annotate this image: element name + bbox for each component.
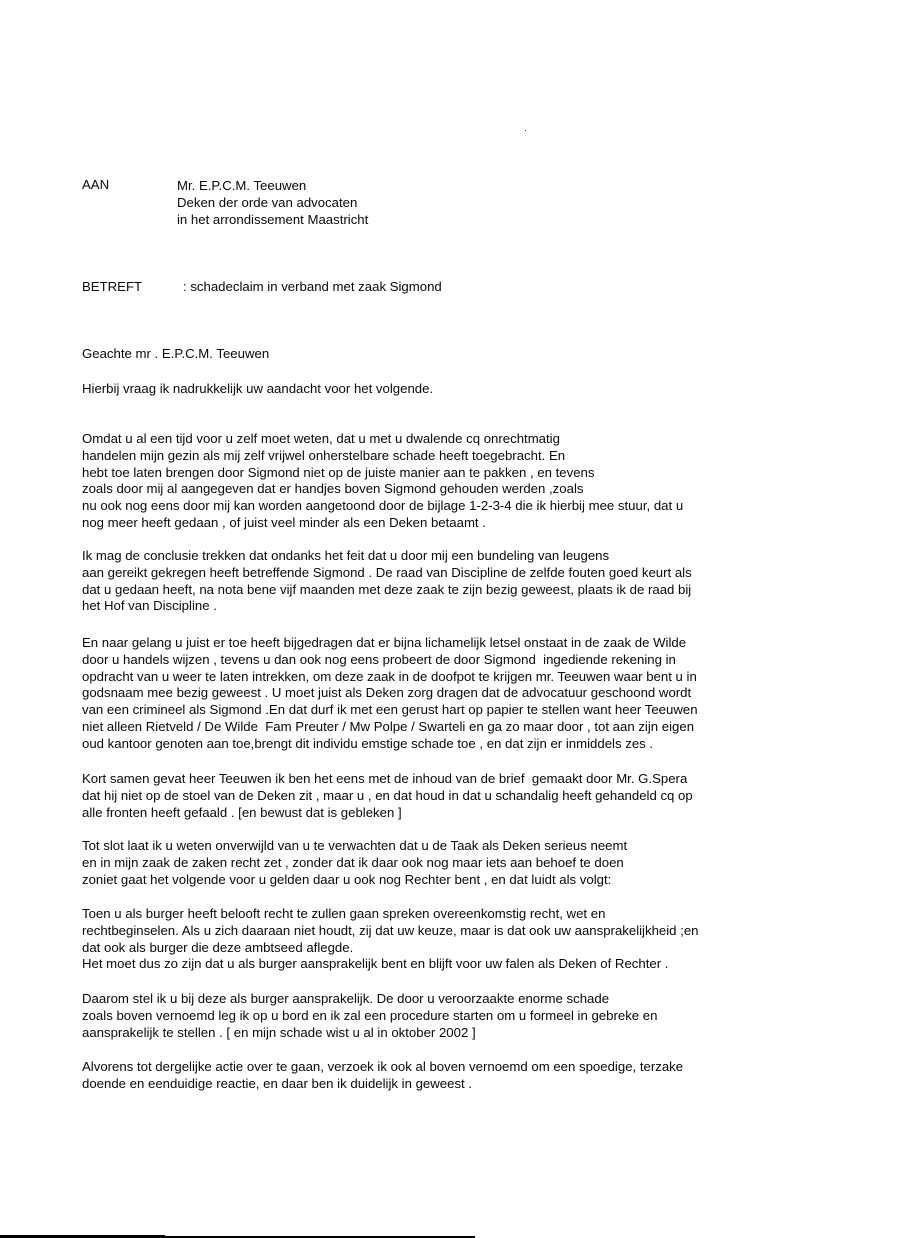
- body-line: van een crimineel als Sigmond .En dat durf ik met een gerust hart op papier te stellen want heer Teeuwen: [82, 702, 698, 718]
- body-line: en in mijn zaak de zaken recht zet , zonder dat ik daar ook nog maar iets aan behoef te doen: [82, 854, 624, 870]
- paragraph-6: [82, 906, 699, 973]
- body-line: opdracht van u weer te laten intrekken, om deze zaak in de doofpot te krijgen mr. Teeuwen waar bent u in: [82, 668, 697, 684]
- recipient-line: Mr. E.P.C.M. Teeuwen: [177, 178, 307, 193]
- salutation: [82, 346, 269, 363]
- body-line: nog meer heeft gedaan , of juist veel minder als een Deken betaamt .: [82, 514, 486, 530]
- intro-text: Hierbij vraag ik nadrukkelijk uw aandacht voor het volgende.: [82, 381, 434, 396]
- paragraph-1: [82, 431, 683, 532]
- body-line: rechtbeginselen. Als u zich daaraan niet houdt, zij dat uw keuze, maar is dat ook uw aansprakelijkheid ;en: [82, 922, 699, 938]
- body-line: Ik mag de conclusie trekken dat ondanks het feit dat u door mij een bundeling van leugens: [82, 548, 610, 563]
- paragraph-2: [82, 548, 692, 615]
- body-line: aan gereikt gekregen heeft betreffende Sigmond . De raad van Discipline de zelfde fouten goed keurt als: [82, 564, 692, 580]
- body-line: dat hij niet op de stoel van de Deken zit , maar u , en dat houd in dat u schandalig heeft gehandeld cq op: [82, 787, 693, 803]
- body-line: het Hof van Discipline .: [82, 598, 217, 614]
- scan-speck: [525, 130, 526, 131]
- paragraph-8: [82, 1059, 683, 1093]
- body-line: zoniet gaat het volgende voor u gelden daar u ook nog Rechter bent , en dat luidt als volgt:: [82, 871, 612, 887]
- body-line: niet alleen Rietveld / De Wilde Fam Preuter / Mw Polpe / Swarteli en ga zo maar door , tot aan zijn eigen: [82, 718, 695, 734]
- body-line: alle fronten heeft gefaald . [en bewust dat is gebleken ]: [82, 804, 402, 820]
- body-line: aansprakelijk te stellen . [ en mijn schade wist u al in oktober 2002 ]: [82, 1024, 476, 1040]
- recipient-line: in het arrondissement Maastricht: [177, 212, 369, 227]
- body-line: oud kantoor genoten aan toe,brengt dit individu emstige schade toe , en dat zijn er inmiddels zes .: [82, 735, 654, 751]
- body-line: Alvorens tot dergelijke actie over te gaan, verzoek ik ook al boven vernoemd om een spoedige, terzake: [82, 1059, 684, 1074]
- recipient-line: Deken der orde van advocaten: [177, 195, 358, 210]
- body-line: nu ook nog eens door mij kan worden aangetoond door de bijlage 1-2-3-4 die ik hierbij mee stuur, dat u: [82, 498, 684, 514]
- body-line: Tot slot laat ik u weten onverwijld van u te verwachten dat u de Taak als Deken serieus neemt: [82, 838, 628, 853]
- body-line: Kort samen gevat heer Teeuwen ik ben het eens met de inhoud van de brief gemaakt door Mr. G.Spera: [82, 771, 688, 786]
- salutation-text: Geachte mr . E.P.C.M. Teeuwen: [82, 346, 270, 361]
- recipient-address: [177, 177, 368, 228]
- body-line: dat ook als burger die deze ambtseed aflegde.: [82, 939, 354, 955]
- body-line: door u handels wijzen , tevens u dan ook nog eens probeert de door Sigmond ingediende rekening in: [82, 651, 676, 667]
- paragraph-4: [82, 771, 693, 821]
- subject-text: : schadeclaim in verband met zaak Sigmond: [183, 279, 442, 294]
- body-line: dat u gedaan heeft, na nota bene vijf maanden met deze zaak te zijn bezig geweest, plaats ik de raad bij: [82, 581, 692, 597]
- body-line: Omdat u al een tijd voor u zelf moet weten, dat u met u dwalende cq onrechtmatig: [82, 431, 560, 446]
- body-line: hebt toe laten brengen door Sigmond niet op de juiste manier aan te pakken , en tevens: [82, 464, 595, 480]
- subject-label: BETREFT: [82, 279, 143, 294]
- body-line: Daarom stel ik u bij deze als burger aansprakelijk. De door u veroorzaakte enorme schade: [82, 991, 610, 1006]
- paragraph-7: [82, 991, 657, 1041]
- intro: [82, 381, 433, 398]
- paragraph-3: [82, 635, 698, 753]
- body-line: handelen mijn gezin als mij zelf vrijwel onherstelbare schade heeft toegebracht. En: [82, 447, 566, 463]
- body-line: zoals boven vernoemd leg ik op u bord en ik zal een procedure starten om u formeel in gebreke en: [82, 1007, 658, 1023]
- body-line: godsnaam mee bezig geweest . U moet juist als Deken zorg dragen dat de advocatuur geschoond wordt: [82, 685, 692, 701]
- paragraph-5: [82, 838, 627, 888]
- body-line: Het moet dus zo zijn dat u als burger aansprakelijk bent en blijft voor uw falen als Deken of Rechter .: [82, 956, 669, 972]
- to-label: AAN: [82, 177, 110, 192]
- body-line: doende en eenduidige reactie, en daar ben ik duidelijk in geweest .: [82, 1075, 473, 1091]
- body-line: zoals door mij al aangegeven dat er handjes boven Sigmond gehouden werden ,zoals: [82, 481, 584, 497]
- body-line: Toen u als burger heeft belooft recht te zullen gaan spreken overeenkomstig recht, wet en: [82, 906, 606, 921]
- body-line: En naar gelang u juist er toe heeft bijgedragen dat er bijna lichamelijk letsel onstaat in de zaak de Wilde: [82, 635, 687, 650]
